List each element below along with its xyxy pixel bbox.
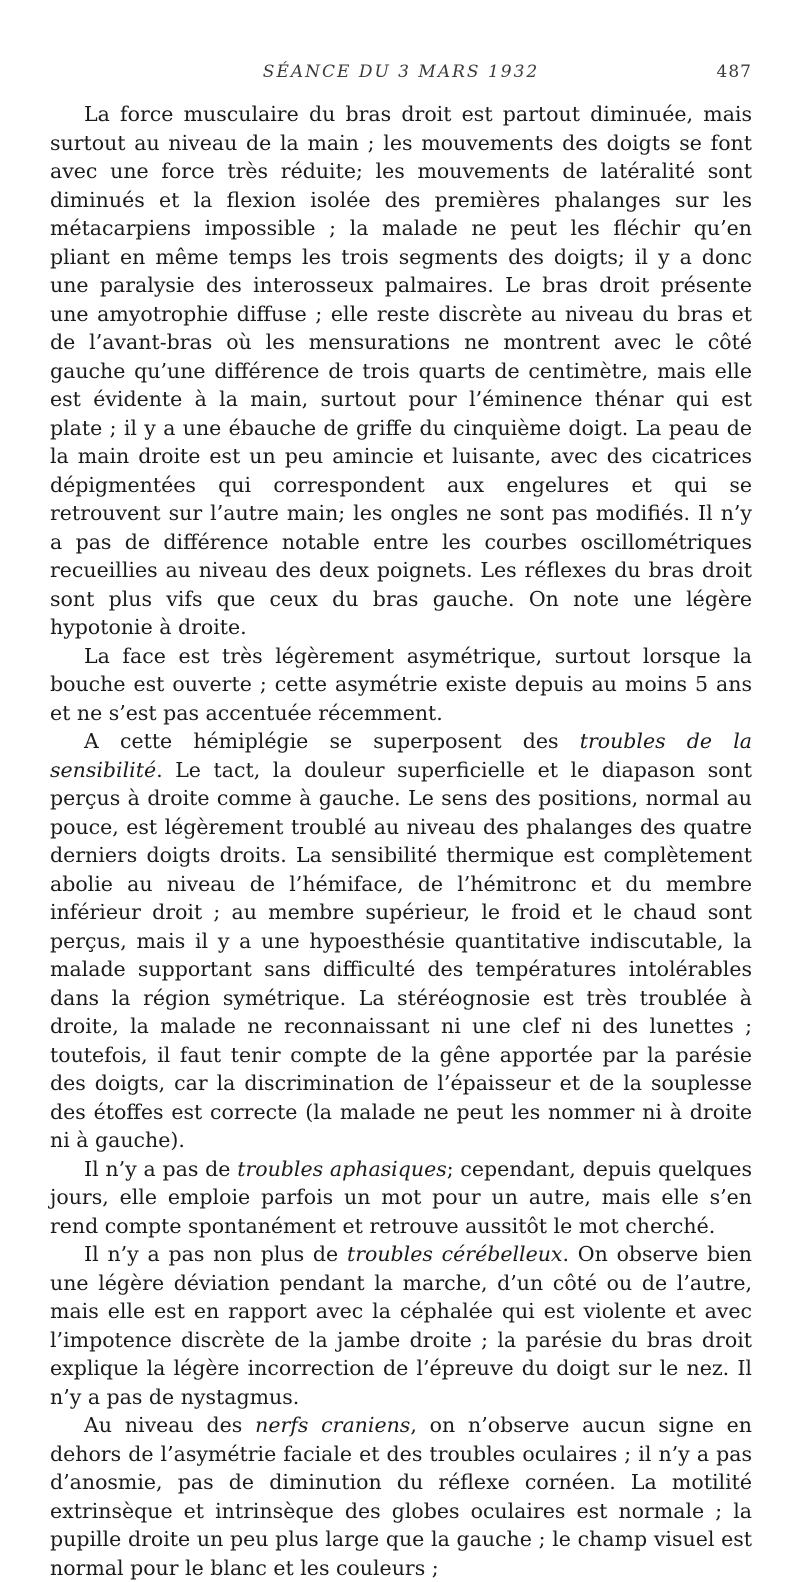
page-header (50, 62, 752, 86)
running-title: SÉANCE DU 3 MARS 1932 (262, 62, 540, 82)
paragraph-text: A cette hémiplégie se superposent des (84, 729, 580, 753)
paragraph-text: Il n’y a pas de (84, 1156, 238, 1181)
paragraph-cerebellar (50, 1240, 752, 1411)
paragraph-text: . Le tact, la douleur superficielle et le diapason sont perçus à droite comme à gauche. Le sens des positions, normal au pouce, est légèrement troublé au niveau des phalanges des quatre derniers doigts droits. La sensibilité thermique est complètement abolie au niveau de l’hémiface, de l’hémitronc et du membre inférieur droit ; au membre supérieur, le froid et le chaud sont perçus, mais il y a une hypoesthésie quantitative indiscutable, la malade supportant sans difficulté des températures intolérables dans la région symétrique. La stéréognosie est très troublée à droite, la malade ne reconnaissant ni une clef ni des lunettes ; toutefois, il faut tenir compte de la gêne apportée par la parésie des doigts, car la discrimination de l’épaisseur et de la souplesse des étoffes est correcte (la malade ne peut les nommer ni à droite ni à gauche). (50, 757, 752, 1152)
paragraph-sensibility (50, 727, 752, 1155)
paragraph-cranial-nerves (50, 1411, 752, 1582)
paragraph-aphasia (50, 1155, 752, 1241)
paragraph-facial-asymmetry (50, 642, 752, 728)
body-text (50, 100, 752, 1582)
italic-term: troubles cérébelleux (346, 1242, 563, 1266)
paragraph-text: Au niveau des (84, 1413, 256, 1437)
paragraph-text: . On observe bien une légère déviation pendant la marche, d’un côté ou de l’autre, mais elle est en rapport avec la céphalée qui est violente et avec l’impotence discrète de la jambe droite ; la parésie du bras droit explique la légère incorrection de l’épreuve du doigt sur le nez. Il n’y a pas de nystagmus. (50, 1242, 752, 1409)
italic-term: nerfs craniens (255, 1413, 411, 1437)
paragraph-text: Il n’y a pas non plus de (84, 1242, 347, 1266)
paragraph-text: La face est très légèrement asymétrique, surtout lorsque la bouche est ouverte ; cette asymétrie existe depuis au moins 5 ans et ne s’est pas accentuée récemment. (50, 643, 752, 725)
italic-term: troubles aphasiques (237, 1156, 447, 1181)
paragraph-muscle-strength (50, 100, 752, 642)
page-number: 487 (716, 62, 752, 82)
italic-term: troubles de la sensibilité (50, 729, 752, 782)
paragraph-text: La force musculaire du bras droit est partout diminuée, mais surtout au niveau de la main ; les mouvements des doigts se font avec une force très réduite; les mouvements de latéralité sont diminués et la flexion isolée des premières phalanges sur les métacarpiens impossible ; la malade ne peut les fléchir qu’en pliant en même temps les trois segments des doigts; il y a donc une paralysie des interosseux palmaires. Le bras droit présente une amyotrophie diffuse ; elle reste discrète au niveau du bras et de l’avant-bras où les mensurations ne montrent avec le côté gauche qu’une différence de trois quarts de centimètre, mais elle est évidente à la main, surtout pour l’éminence thénar qui est plate ; il y a une ébauche de griffe du cinquième doigt. La peau de la main droite est un peu amincie et luisante, avec des cicatrices dépigmentées qui correspondent aux engelures et qui se retrouvent sur l’autre main; les ongles ne sont pas modifiés. Il n’y a pas de différence notable entre les courbes oscillométriques recueillies au niveau des deux poignets. Les réflexes du bras droit sont plus vifs que ceux du bras gauche. On note une légère hypotonie à droite. (50, 102, 752, 639)
paragraph-text: , on n’observe aucun signe en dehors de l’asymétrie faciale et des troubles oculaires ; il n’y a pas d’anosmie, pas de diminution du réflexe cornéen. La motilité extrinsèque et intrinsèque des globes oculaires est normale ; la pupille droite un peu plus large que la gauche ; le champ visuel est normal pour le blanc et les couleurs ; (50, 1413, 752, 1580)
paragraph-text: ; cependant, depuis quelques jours, elle emploie parfois un mot pour un autre, mais elle s’en rend compte spontanément et retrouve aussitôt le mot cherché. (50, 1156, 752, 1238)
